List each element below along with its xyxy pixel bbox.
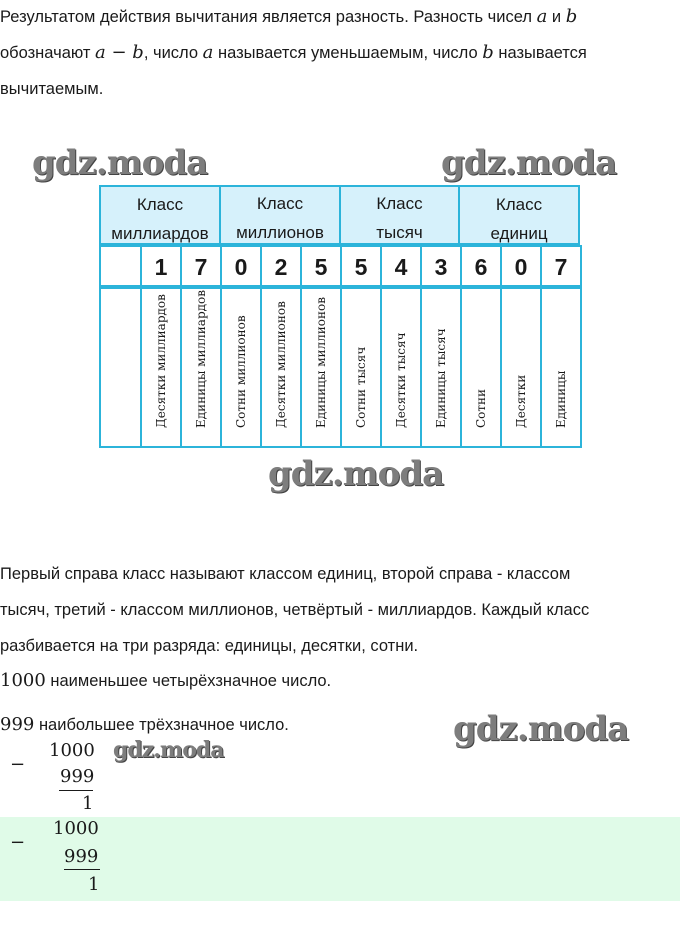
var-b: b bbox=[565, 6, 578, 27]
watermark: gdz.moda bbox=[113, 737, 224, 763]
digits-row bbox=[99, 245, 580, 287]
place-label-cell bbox=[99, 287, 142, 448]
var-b: b bbox=[482, 42, 494, 63]
place-label-cell bbox=[460, 287, 502, 448]
intro-line-2 bbox=[0, 35, 680, 71]
explain-line-999 bbox=[0, 708, 680, 742]
class-header-text bbox=[341, 189, 458, 247]
digit-cell: 5 bbox=[300, 245, 342, 287]
place-label: Единицы bbox=[554, 370, 568, 428]
digit-cell: 1 bbox=[140, 245, 182, 287]
place-label-cell bbox=[540, 287, 582, 448]
minus-sign: − bbox=[10, 832, 26, 853]
explain-line: тысяч, третий - классом миллионов, четвёртый - миллиардов. Каждый класс bbox=[0, 601, 590, 619]
place-label-cell bbox=[500, 287, 542, 448]
intro-text: , число bbox=[143, 44, 203, 62]
digit-cell: 0 bbox=[500, 245, 542, 287]
explain-line: разбивается на три разряда: единицы, десятки, сотни. bbox=[0, 637, 419, 655]
class-header-text bbox=[101, 190, 219, 248]
explain-paragraph bbox=[0, 556, 680, 742]
watermark: gdz.moda bbox=[441, 143, 617, 183]
class-name: единиц bbox=[490, 224, 548, 243]
and-text: и bbox=[547, 8, 566, 26]
class-header-text bbox=[221, 189, 339, 247]
place-label: Сотни тысяч bbox=[354, 346, 368, 428]
class-name: миллионов bbox=[236, 223, 324, 242]
place-label-cell bbox=[420, 287, 462, 448]
highlighted-solution bbox=[0, 817, 680, 901]
number-999: 999 bbox=[0, 714, 35, 735]
place-value-table bbox=[99, 185, 580, 448]
intro-text: Результатом действия вычитания является разность. Разность чисел bbox=[0, 8, 537, 26]
place-label: Сотни bbox=[474, 388, 488, 428]
result: 1 bbox=[88, 874, 100, 895]
place-label-cell bbox=[260, 287, 302, 448]
digit-cell: 3 bbox=[420, 245, 462, 287]
class-units-header bbox=[458, 185, 580, 245]
class-header-text bbox=[460, 190, 578, 248]
place-label-cell bbox=[380, 287, 422, 448]
result-line bbox=[64, 869, 100, 870]
subtrahend: 999 bbox=[64, 846, 99, 867]
number-1000: 1000 bbox=[0, 670, 46, 691]
class-name: миллиардов bbox=[111, 224, 209, 243]
explain-line-1000 bbox=[0, 664, 680, 698]
minuend: 1000 bbox=[53, 818, 99, 839]
result: 1 bbox=[82, 793, 94, 814]
class-word: Класс bbox=[256, 194, 304, 213]
subtrahend: 999 bbox=[60, 766, 95, 787]
intro-paragraph bbox=[0, 0, 680, 107]
class-word: Класс bbox=[136, 195, 184, 214]
digit-cell bbox=[99, 245, 142, 287]
place-label: Единицы миллионов bbox=[314, 296, 328, 428]
intro-line-1 bbox=[0, 0, 680, 35]
place-label-cell bbox=[140, 287, 182, 448]
class-thousands-header bbox=[339, 185, 460, 245]
intro-text: вычитаемым. bbox=[0, 80, 104, 98]
explain-text: наименьшее четырёхзначное число. bbox=[45, 672, 332, 690]
explain-text: наибольшее трёхзначное число. bbox=[34, 716, 289, 734]
explain-line: Первый справа класс называют классом единиц, второй справа - классом bbox=[0, 565, 571, 583]
watermark: gdz.moda bbox=[32, 143, 208, 183]
place-label: Десятки миллионов bbox=[274, 301, 288, 428]
minus-sign: − bbox=[10, 754, 26, 775]
digit-cell: 2 bbox=[260, 245, 302, 287]
place-label: Десятки bbox=[514, 374, 528, 428]
intro-text: называется уменьшаемым, число bbox=[213, 44, 483, 62]
digit-cell: 0 bbox=[220, 245, 262, 287]
place-label-cell bbox=[220, 287, 262, 448]
intro-line-3 bbox=[0, 71, 680, 107]
digit-cell: 6 bbox=[460, 245, 502, 287]
intro-text: называется bbox=[493, 44, 587, 62]
intro-text: обозначают bbox=[0, 44, 96, 62]
minuend: 1000 bbox=[49, 740, 95, 761]
result-line bbox=[59, 790, 93, 791]
place-label: Десятки тысяч bbox=[394, 332, 408, 428]
watermark: gdz.moda bbox=[268, 454, 444, 494]
digit-cell: 7 bbox=[180, 245, 222, 287]
class-billions-header bbox=[99, 185, 221, 245]
place-label: Десятки миллиардов bbox=[154, 294, 168, 428]
watermark: gdz.moda bbox=[453, 709, 629, 749]
place-label: Сотни миллионов bbox=[234, 315, 248, 428]
class-millions-header bbox=[219, 185, 341, 245]
digit-cell: 7 bbox=[540, 245, 582, 287]
place-label-cell bbox=[180, 287, 222, 448]
place-label: Единицы миллиардов bbox=[194, 289, 208, 428]
class-name: тысяч bbox=[376, 223, 423, 242]
digit-cell: 4 bbox=[380, 245, 422, 287]
class-word: Класс bbox=[376, 194, 423, 213]
var-a: a bbox=[202, 42, 214, 63]
var-a: a bbox=[536, 6, 548, 27]
place-label: Единицы тысяч bbox=[434, 328, 448, 428]
place-label-cell bbox=[300, 287, 342, 448]
digit-cell: 5 bbox=[340, 245, 382, 287]
expression: a − b bbox=[95, 42, 144, 63]
class-word: Класс bbox=[495, 195, 543, 214]
place-label-cell bbox=[340, 287, 382, 448]
